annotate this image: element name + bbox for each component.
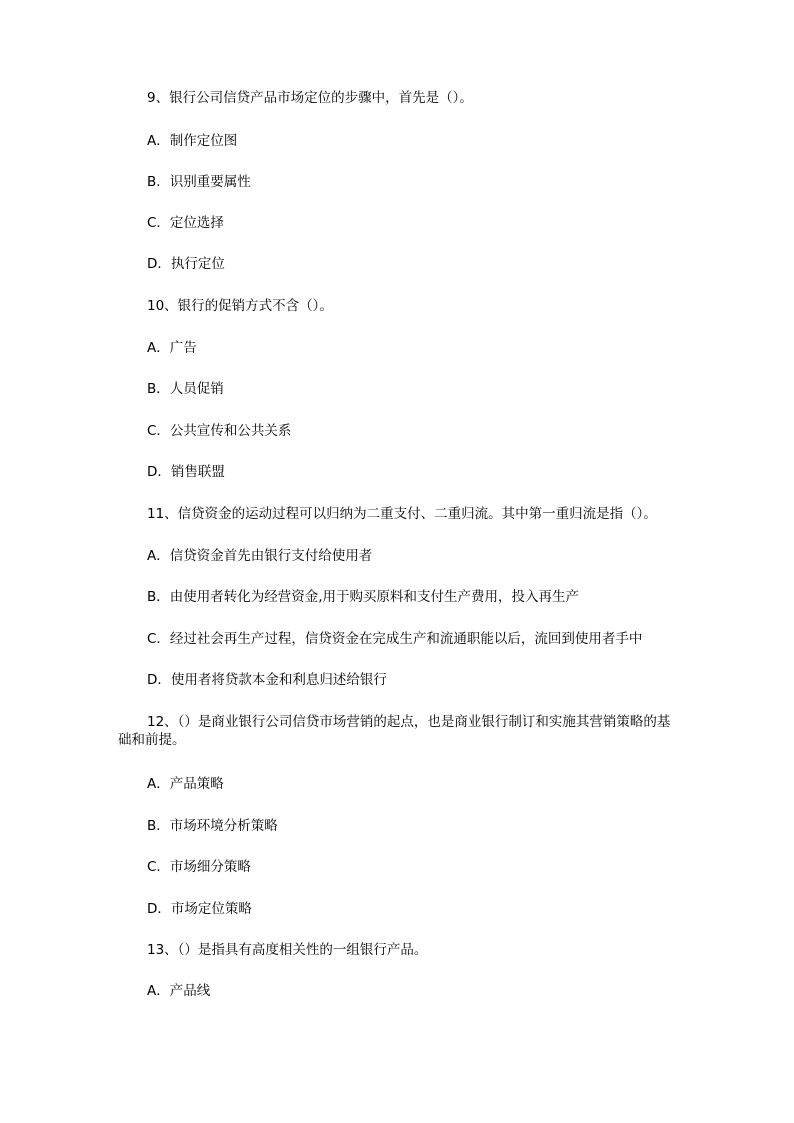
option-b: B．识别重要属性: [147, 174, 251, 190]
question-12: 12、（）是商业银行公司信贷市场营销的起点，也是商业银行制订和实施其营销策略的基础和前提。: [118, 714, 671, 748]
question-13: 13、（）是指具有高度相关性的一组银行产品。: [147, 942, 428, 958]
option-d: D．执行定位: [147, 256, 225, 272]
option-b: B．人员促销: [147, 381, 224, 397]
option-d: D．销售联盟: [147, 464, 225, 480]
option-c: C．市场细分策略: [147, 859, 251, 875]
option-b: B．市场环境分析策略: [147, 818, 278, 834]
option-d: D．市场定位策略: [147, 901, 252, 917]
option-c: C．公共宣传和公共关系: [147, 423, 292, 439]
question-11: 11、信贷资金的运动过程可以归纳为二重支付、二重归流。其中第一重归流是指（）。: [147, 506, 657, 522]
option-c: C．经过社会再生产过程，信贷资金在完成生产和流通职能以后，流回到使用者手中: [147, 631, 643, 647]
option-a: A．产品线: [147, 983, 211, 999]
question-10: 10、银行的促销方式不含（）。: [147, 298, 333, 314]
question-9: 9、银行公司信贷产品市场定位的步骤中，首先是（）。: [147, 90, 473, 106]
option-b: B．由使用者转化为经营资金,用于购买原料和支付生产费用，投入再生产: [147, 589, 580, 605]
option-a: A．制作定位图: [147, 133, 238, 149]
option-d: D．使用者将贷款本金和利息归述给银行: [147, 672, 387, 688]
option-c: C．定位选择: [147, 215, 224, 231]
option-a: A．广告: [147, 340, 197, 356]
option-a: A．信贷资金首先由银行支付给使用者: [147, 548, 373, 564]
option-a: A．产品策略: [147, 776, 224, 792]
